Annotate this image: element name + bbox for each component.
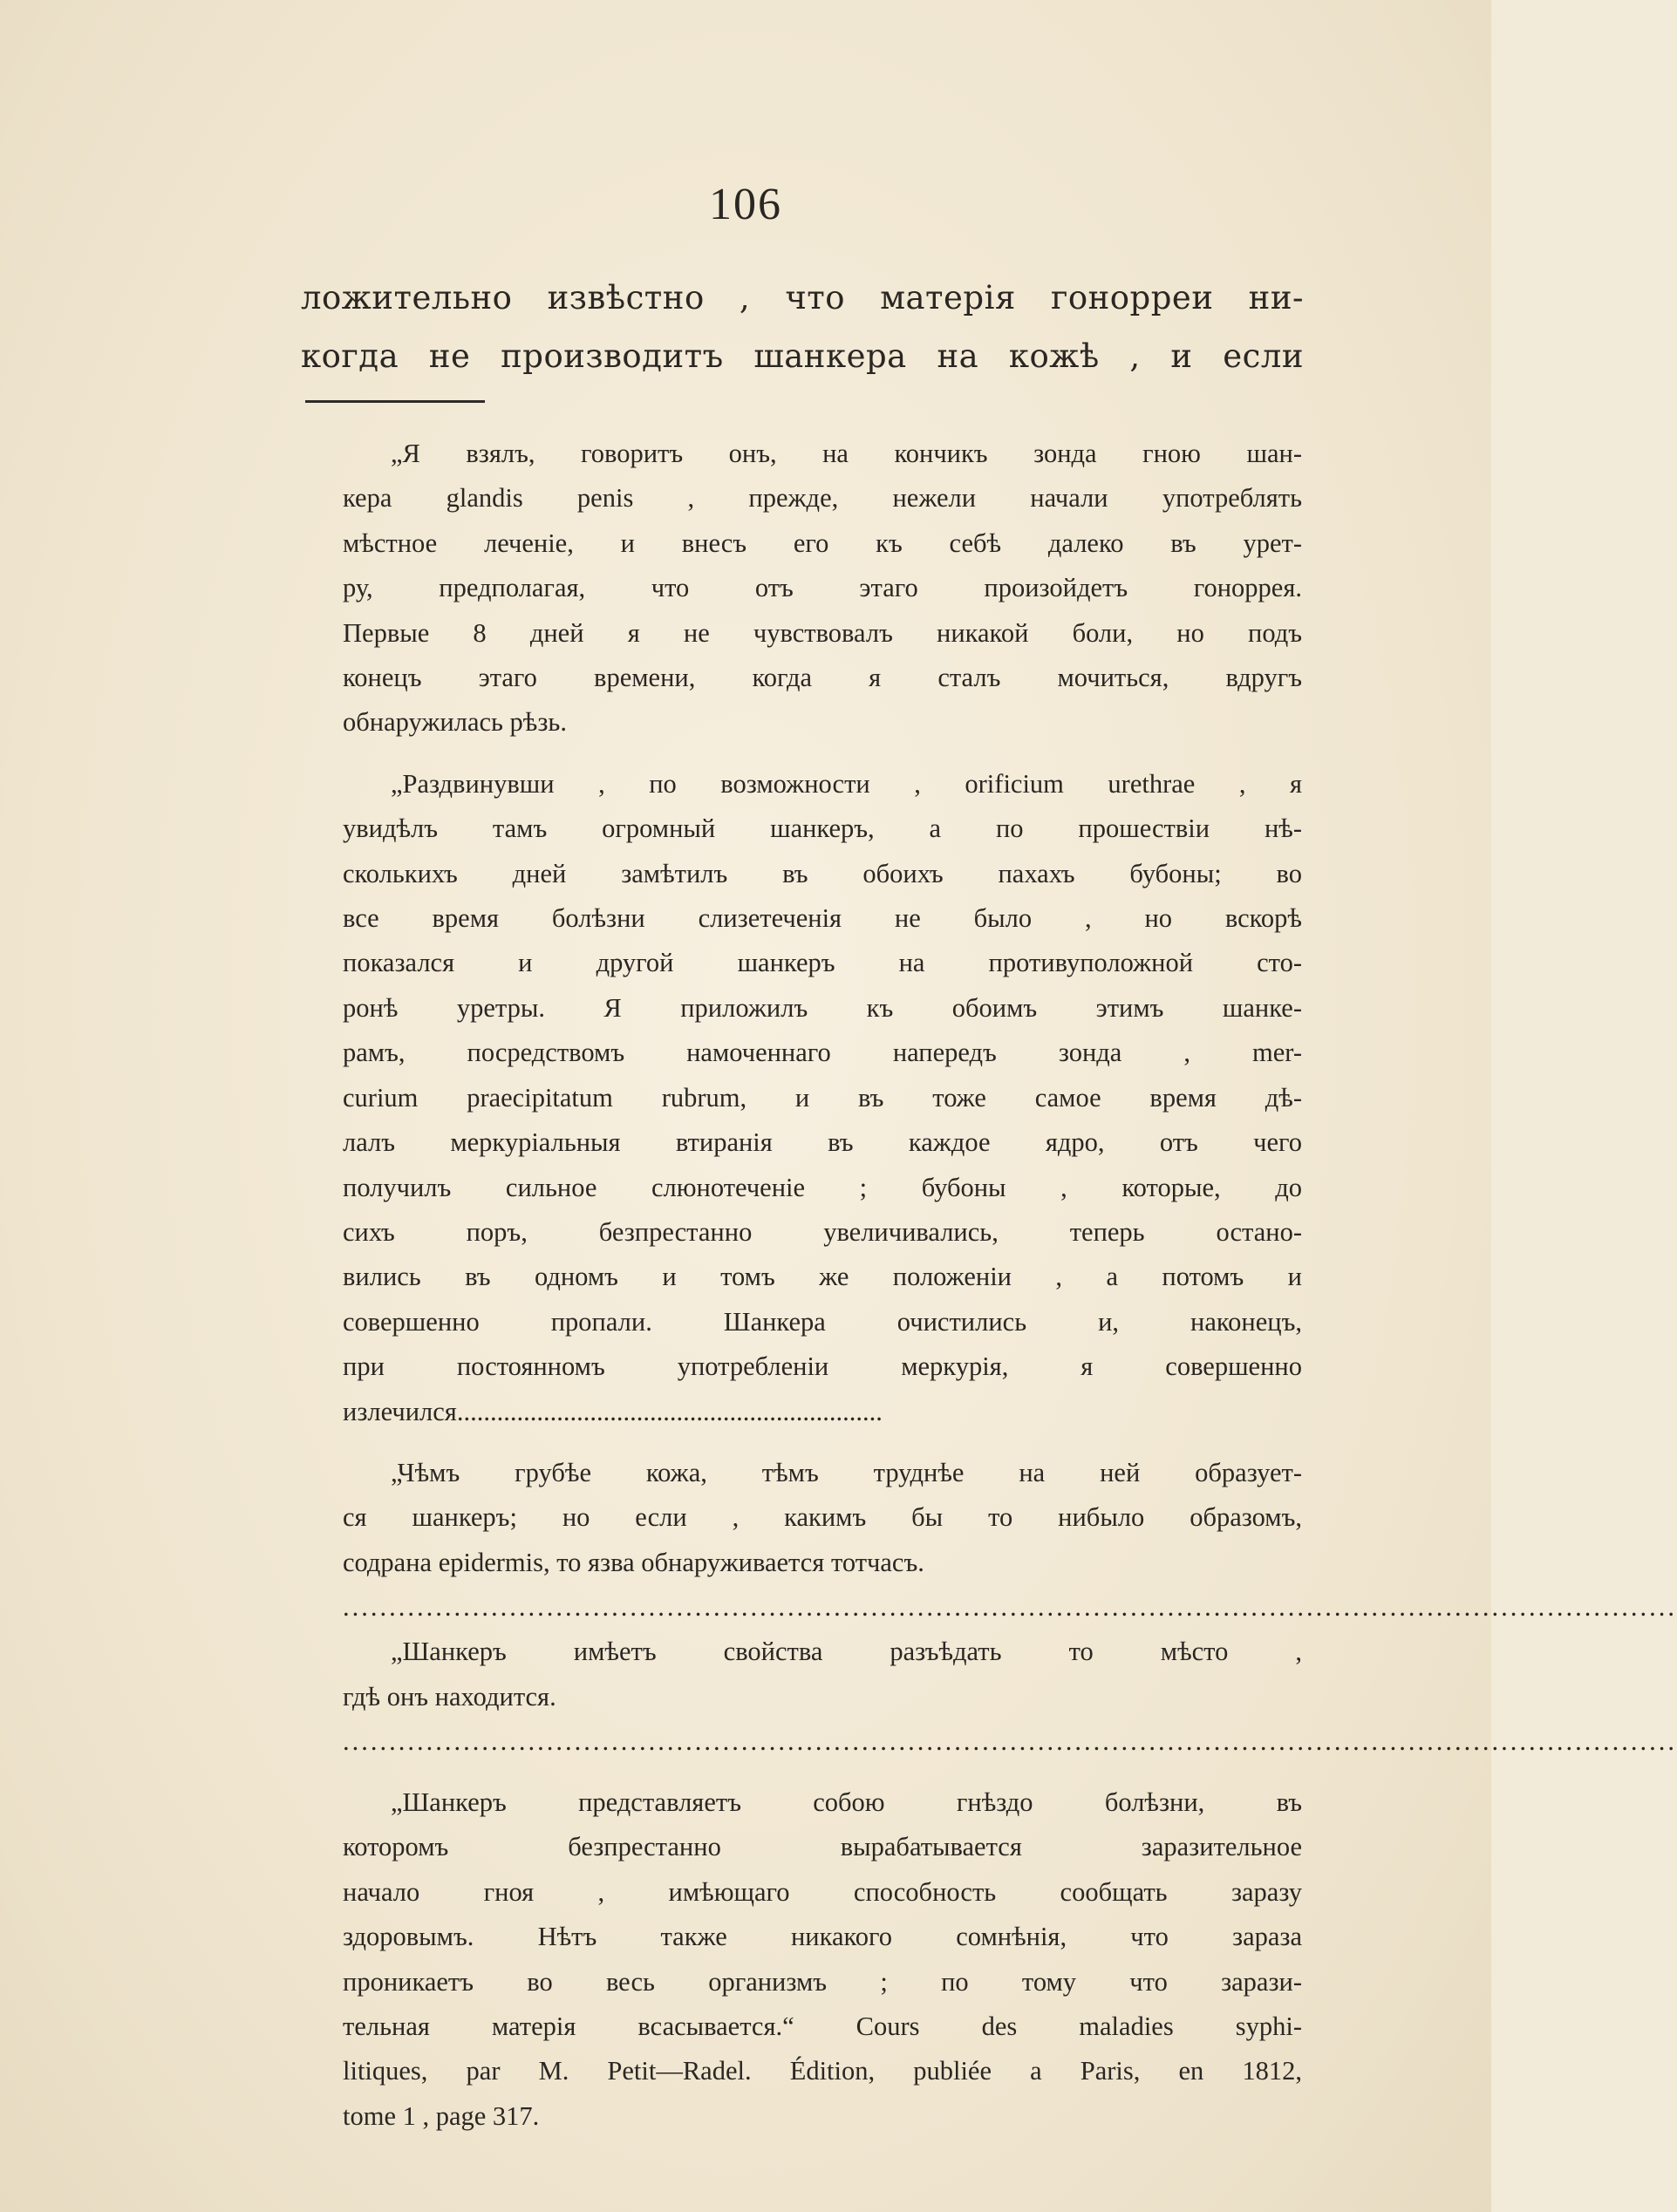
footnote-rule [305, 400, 485, 403]
footnote-line: вились въ одномъ и томъ же положеніи , а потомъ и [343, 1262, 1302, 1292]
footnote-line: tome 1 , page 317. [343, 2100, 540, 2131]
footnote-line: „Шанкеръ представляетъ собою гнѣздо болѣзни, въ [391, 1787, 1302, 1817]
footnote-line: обнаружилась рѣзь. [343, 707, 567, 738]
footnote-paragraph-3 [343, 1451, 1302, 1585]
footnote-line: лалъ меркуріальныя втиранія въ каждое ядро, отъ чего [343, 1127, 1302, 1158]
footnote-line: показался и другой шанкеръ на противуположной сто- [343, 948, 1302, 978]
footnote-line: излечился................................................................ [343, 1396, 883, 1426]
footnote-line: здоровымъ. Нѣтъ также никакого сомнѣнія, что зараза [343, 1922, 1302, 1952]
footnote-paragraph-2 [343, 762, 1302, 1434]
footnote-line: ронѣ уретры. Я приложилъ къ обоимъ этимъ шанке- [343, 992, 1302, 1023]
page-number: 106 [709, 180, 782, 229]
footnote-line: сихъ поръ, безпрестанно увеличивались, теперь остано- [343, 1216, 1302, 1247]
footnote-line: ру, предполагая, что отъ этаго произойдетъ гоноррея. [343, 573, 1302, 603]
footnote-line: гдѣ онъ находится. [343, 1681, 556, 1712]
footnote-line: Первые 8 дней я не чувствовалъ никакой боли, но подъ [343, 617, 1302, 648]
footnote-line: начало гноя , имѣющаго способность сообщать заразу [343, 1876, 1302, 1907]
footnote-line: которомъ безпрестанно вырабатывается заразительное [343, 1832, 1302, 1862]
footnote-line: кера glandis penis , прежде, нежели начали употреблять [343, 483, 1302, 514]
footnote-paragraph-4 [343, 1630, 1302, 1719]
main-text-line: когда не производитъ шанкера на кожѣ , и если [301, 337, 1304, 375]
footnote-line: получилъ сильное слюнотеченіе ; бубоны , которые, до [343, 1172, 1302, 1202]
main-text [301, 269, 1304, 385]
footnote-line: curium praecipitatum rubrum, и въ тоже самое время дѣ- [343, 1082, 1302, 1113]
footnote-line: проникаетъ во весь организмъ ; по тому что зарази- [343, 1966, 1302, 1997]
footnote-line: рамъ, посредствомъ намоченнаго напередъ зонда , mer- [343, 1038, 1302, 1068]
footnote-line: при постоянномъ употребленіи меркурія, я совершенно [343, 1351, 1302, 1382]
footnote-line: увидѣлъ тамъ огромный шанкеръ, а по прошествіи нѣ- [343, 813, 1302, 844]
footnote-line: litiques, par M. Petit—Radel. Édition, publiée a Paris, en 1812, [343, 2056, 1302, 2086]
footnote-line: содрана epidermis, то язва обнаруживается тотчасъ. [343, 1547, 924, 1577]
footnote-paragraph-1 [343, 432, 1302, 745]
footnote-line: „Раздвинувши , по возможности , orificium urethrae , я [391, 768, 1302, 799]
footnote-line: конецъ этаго времени, когда я сталъ мочиться, вдругъ [343, 663, 1302, 693]
footnote-line: ся шанкеръ; но если , какимъ бы то нибыло образомъ, [343, 1502, 1302, 1533]
footnote-line: сколькихъ дней замѣтилъ въ обоихъ пахахъ бубоны; во [343, 858, 1302, 888]
dot-leader: ................................................................................................................................................ [343, 1592, 1677, 1623]
footnote-line: „Я взялъ, говоритъ онъ, на кончикъ зонда гною шан- [391, 439, 1302, 468]
main-text-line: ложительно извѣстно , что матерія гонорреи ни- [301, 279, 1304, 316]
footnote-line: „Чѣмъ грубѣе кожа, тѣмъ труднѣе на ней образует- [391, 1457, 1302, 1487]
dot-leader: ................................................................................................................................................ [343, 1725, 1677, 1756]
footnote-line: мѣстное леченіе, и внесъ его къ себѣ далеко въ урет- [343, 527, 1302, 558]
footnote-line: тельная матерія всасывается.“ Cours des maladies syphi- [343, 2011, 1302, 2041]
footnote-line: совершенно пропали. Шанкера очистились и, наконецъ, [343, 1306, 1302, 1337]
footnote-line: все время болѣзни слизетеченія не было , но вскорѣ [343, 903, 1302, 934]
footnotes [343, 432, 1677, 2139]
footnote-paragraph-5 [343, 1780, 1302, 2139]
footnote-line: „Шанкеръ имѣетъ свойства разъѣдать то мѣсто , [391, 1637, 1302, 1667]
